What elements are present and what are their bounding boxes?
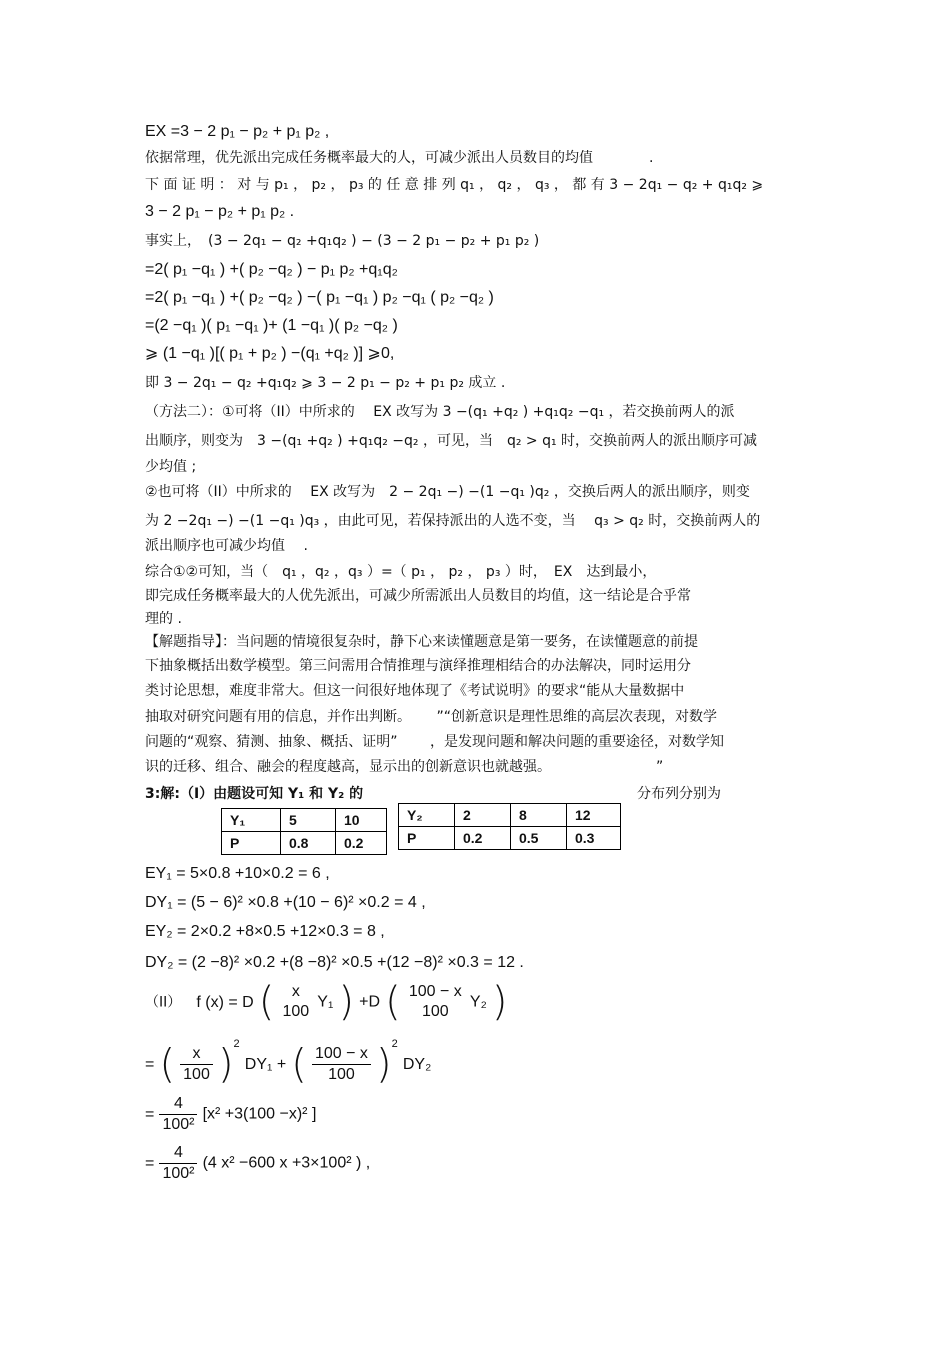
table-cell: P: [222, 832, 281, 855]
equals: =: [145, 1056, 155, 1073]
numerator: 4: [159, 1143, 197, 1164]
denominator: 100²: [162, 1116, 195, 1133]
formula-line: =2( p₁ −q₁ ) +( p₂ −q₂ ) − p₁ p₂ +q₁q₂: [145, 261, 398, 278]
denominator: 100: [421, 1003, 449, 1020]
bracket-expression: [x² +3(100 −x)² ]: [202, 1105, 317, 1123]
formula-line: 3 − 2 p₁ − p₂ + p₁ p₂ .: [145, 203, 295, 220]
text-line: 即 3 − 2q₁ − q₂ +q₁q₂ ⩾ 3 − 2 p₁ − p₂ + p₁ p₂ 成立 .: [145, 375, 506, 391]
text-line: 识的迁移、组合、融会的程度越高，显示出的创新意识也就越强。 ”: [145, 759, 664, 775]
table-cell: 8: [511, 804, 567, 827]
text-line: 综合①②可知，当（ q₁ ，q₂ ，q₃ ）=（ p₁ ， p₂ ， p₃ ）时， EX 达到最小，: [145, 564, 657, 580]
equals: =: [145, 1155, 155, 1172]
final-expression: (4 x² −600 x +3×100² ) ,: [202, 1154, 371, 1172]
formula-dy1: DY₁ = (5 − 6)² ×0.8 +(10 − 6)² ×0.2 = 4 ,: [145, 894, 426, 911]
formula-final: [145, 1143, 370, 1184]
formula-line: =(2 −q₁ )( p₁ −q₁ )+ (1 −q₁ )( p₂ −q₂ ): [145, 317, 398, 334]
y2-symbol: Y₂: [469, 993, 487, 1011]
text-line: ②也可将（II）中所求的 EX 改写为 2 − 2q₁ −) −(1 −q₁ )q₂ ，交换后两人的派出顺序，则变: [145, 484, 750, 500]
numerator: x: [291, 983, 300, 1000]
text-line: 出顺序，则变为 3 −(q₁ +q₂ ) +q₁q₂ −q₂ ，可见，当 q₂ > q₁ 时，交换前两人的派出顺序可减: [145, 433, 758, 449]
distribution-table-y1: [221, 808, 387, 855]
dy1-term: DY₁ +: [244, 1056, 287, 1073]
table-cell: Y₂: [399, 804, 455, 827]
text-line: 抽取对研究问题有用的信息，并作出判断。 ”“创新意识是理性思维的高层次表现，对数学: [145, 709, 717, 725]
text-line: （方法二）：①可将（II）中所求的 EX 改写为 3 −(q₁ +q₂ ) +q₁q₂ −q₁ ，若交换前两人的派: [145, 404, 735, 420]
formula-bracket: [145, 1094, 316, 1135]
formula-fx: [145, 979, 508, 1025]
formula-variance-expansion: [145, 1038, 432, 1088]
fraction-x-over-100: [180, 1044, 213, 1085]
formula-ex: EX =3 − 2 p₁ − p₂ + p₁ p₂ ,: [145, 123, 330, 140]
exponent: 2: [233, 1038, 240, 1050]
q3-heading: [145, 784, 363, 804]
exponent: 2: [391, 1038, 398, 1050]
text-line: 即完成任务概率最大的人优先派出，可减少所需派出人员数目的均值，这一结论是合乎常: [145, 588, 691, 604]
numerator: x: [180, 1044, 213, 1065]
text-line: 依据常理，优先派出完成任务概率最大的人，可减少派出人员数目的均值 .: [145, 150, 654, 166]
text-line: 理的 .: [145, 611, 182, 627]
fraction-100-minus-x: [406, 982, 465, 1022]
table-cell: 0.3: [567, 827, 621, 850]
table-cell: 0.5: [511, 827, 567, 850]
denominator: 100²: [162, 1165, 195, 1182]
paren-open: (: [385, 979, 401, 1025]
fraction-100-minus-x-over-100: [312, 1044, 371, 1085]
fraction-4-over-100sq: [159, 1143, 197, 1184]
text-line: 派出顺序也可减少均值 .: [145, 538, 308, 554]
table-cell: 12: [567, 804, 621, 827]
denominator: 100: [183, 1066, 210, 1083]
paren-close: ): [376, 1041, 392, 1088]
denominator: 100: [282, 1003, 310, 1020]
text-line: 下 面 证 明 ： 对 与 p₁ ， p₂ ， p₃ 的 任 意 排 列 q₁ ， q₂ ， q₃ ， 都 有 3 − 2q₁ − q₂ + q₁q₂ ⩾: [145, 177, 764, 193]
q3-heading-tail: 分布列分别为: [637, 786, 721, 802]
text-line: 为 2 −2q₁ −) −(1 −q₁ )q₃ ，由此可见，若保持派出的人选不变，当 q₃ > q₂ 时，交换前两人的: [145, 513, 761, 529]
text-line: 事实上， (3 − 2q₁ − q₂ +q₁q₂ ) − (3 − 2 p₁ − p₂ + p₁ p₂ ): [145, 233, 540, 249]
fraction-x-over-100: [280, 982, 313, 1022]
table-cell: 0.8: [281, 832, 336, 855]
numerator: 100 − x: [408, 983, 462, 1000]
paren-close: ): [217, 1041, 234, 1088]
table-cell: 10: [336, 809, 387, 832]
table-cell: 0.2: [455, 827, 511, 850]
denominator: 100: [328, 1066, 355, 1083]
q3-heading-text: 3:解:（I）由题设可知 Y₁ 和 Y₂ 的: [145, 786, 364, 802]
table-cell: 2: [455, 804, 511, 827]
distribution-table-y2: [398, 803, 621, 850]
formula-dy2: DY₂ = (2 −8)² ×0.2 +(8 −8)² ×0.5 +(12 −8)² ×0.3 = 12 .: [145, 954, 524, 971]
equals: =: [145, 1106, 155, 1123]
part2-label: （II）: [145, 994, 182, 1011]
fraction-4-over-100sq: [159, 1094, 197, 1135]
formula-ey1: EY₁ = 5×0.8 +10×0.2 = 6 ,: [145, 865, 330, 882]
paren-close: ): [491, 979, 508, 1025]
text-line: 少均值 ;: [145, 459, 197, 475]
paren-open: (: [159, 1041, 176, 1088]
paren-close: ): [338, 979, 355, 1025]
formula-ey2: EY₂ = 2×0.2 +8×0.5 +12×0.3 = 8 ,: [145, 923, 385, 940]
table-cell: 0.2: [336, 832, 387, 855]
text-line: 下抽象概括出数学模型。第三问需用合情推理与演绎推理相结合的办法解决，同时运用分: [145, 658, 691, 674]
text-line: 【解题指导】：当问题的情境很复杂时，静下心来读懂题意是第一要务，在读懂题意的前提: [145, 634, 698, 650]
paren-open: (: [258, 979, 275, 1025]
plus-d: +D: [359, 993, 381, 1011]
fx-label: f (x) = D: [196, 993, 254, 1011]
text-line: 问题的“观察、猜测、抽象、概括、证明” ，是发现问题和解决问题的重要途径，对数学知: [145, 734, 724, 750]
table-cell: Y₁: [222, 809, 281, 832]
numerator: 100 − x: [312, 1044, 371, 1065]
text-line: 类讨论思想，难度非常大。但这一问很好地体现了《考试说明》的要求“能从大量数据中: [145, 683, 685, 699]
formula-line: ⩾ (1 −q₁ )[( p₁ + p₂ ) −(q₁ +q₂ )] ⩾0,: [145, 345, 395, 362]
table-cell: 5: [281, 809, 336, 832]
paren-open: (: [291, 1041, 307, 1088]
y1-symbol: Y₁: [317, 993, 334, 1011]
table-cell: P: [399, 827, 455, 850]
formula-line: =2( p₁ −q₁ ) +( p₂ −q₂ ) −( p₁ −q₁ ) p₂ −q₁ ( p₂ −q₂ ): [145, 289, 494, 306]
numerator: 4: [159, 1094, 197, 1115]
dy2-term: DY₂: [402, 1056, 432, 1073]
